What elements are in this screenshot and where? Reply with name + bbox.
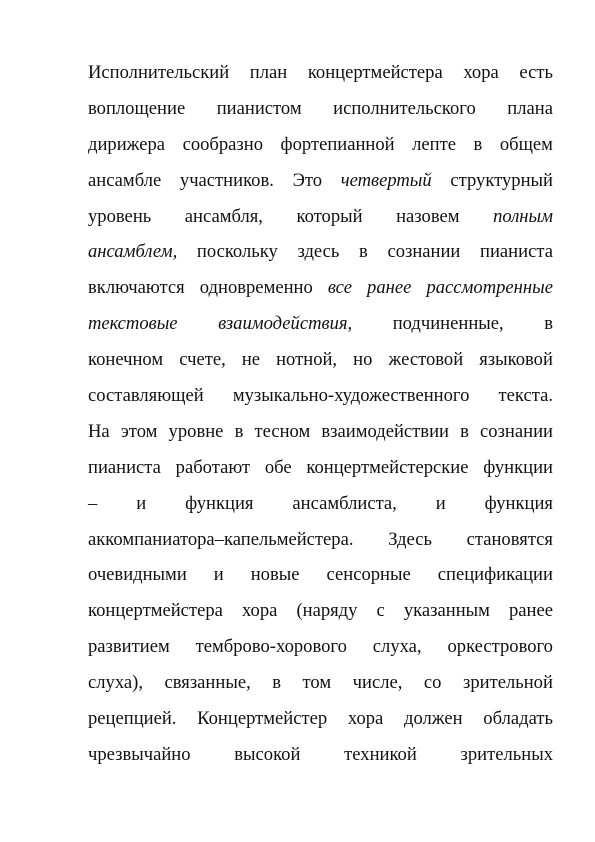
word: сообразно xyxy=(182,133,264,155)
text-line-17 xyxy=(88,629,553,665)
text-line-4 xyxy=(88,163,553,199)
word: очевидными xyxy=(88,564,187,586)
word: тесном xyxy=(254,420,311,442)
word: нотной, xyxy=(276,349,338,371)
word: взаимодействии xyxy=(321,420,449,442)
word: должен xyxy=(403,708,463,730)
word: работают xyxy=(175,456,251,478)
word: На xyxy=(88,420,110,442)
word: пианистом xyxy=(216,97,302,119)
italic-word: полным xyxy=(493,205,553,227)
italic-word: ранее xyxy=(367,277,412,299)
italic-word: взаимодействия, xyxy=(218,313,353,335)
word: составляющей xyxy=(88,385,204,407)
word: пианиста xyxy=(480,241,553,263)
word: указанным xyxy=(403,600,490,622)
italic-word: рассмотренные xyxy=(426,277,553,299)
text-line-6 xyxy=(88,234,553,270)
word: Концертмейстер xyxy=(197,708,328,730)
word: в xyxy=(234,420,244,442)
text-line-1 xyxy=(88,55,553,91)
word: числе, xyxy=(352,672,403,694)
word: концертмейстера xyxy=(307,62,443,83)
word: функции xyxy=(483,456,553,478)
text-line-19 xyxy=(88,701,553,737)
word: слуха), xyxy=(88,672,143,694)
word: высокой xyxy=(234,743,301,765)
word: ансамблиста, xyxy=(292,492,397,514)
word: подчиненные, xyxy=(392,313,504,335)
word: и xyxy=(136,492,147,514)
word: участников. xyxy=(179,169,274,191)
word: но xyxy=(353,349,373,371)
word: обладать xyxy=(483,708,553,730)
text-line-2 xyxy=(88,91,553,127)
word: музыкально-художественного xyxy=(232,385,470,407)
word: языковой xyxy=(479,349,553,371)
word: развитием xyxy=(88,636,170,658)
word: ранее xyxy=(508,600,553,622)
word: в xyxy=(272,672,282,694)
word: обе xyxy=(264,456,292,478)
word: фортепианной xyxy=(280,133,395,155)
italic-word: ансамблем, xyxy=(88,241,178,263)
text-line-3 xyxy=(88,127,553,163)
word: с xyxy=(376,600,385,622)
word: оркестрового xyxy=(447,636,553,658)
text-line-5 xyxy=(88,199,553,235)
word: со xyxy=(423,672,442,694)
word: в xyxy=(544,313,553,335)
word: Здесь xyxy=(388,528,432,550)
word: уровне xyxy=(168,420,224,442)
word: рецепцией. xyxy=(88,708,177,730)
word: спецификации xyxy=(437,564,553,586)
word: хора xyxy=(241,600,278,622)
word: том xyxy=(302,672,332,694)
italic-word: текстовые xyxy=(88,313,178,335)
word: ансамбля, xyxy=(184,205,263,227)
word: функция xyxy=(185,492,254,514)
word: план xyxy=(249,62,288,83)
word: поскольку xyxy=(196,241,278,263)
word: лепте xyxy=(412,133,457,155)
text-line-14 xyxy=(88,522,553,558)
word: плана xyxy=(507,97,553,119)
word: воплощение xyxy=(88,97,186,119)
text-line-7 xyxy=(88,270,553,306)
word: функция xyxy=(484,492,553,514)
text-line-18 xyxy=(88,665,553,701)
word: аккомпаниатора–капельмейстера. xyxy=(88,528,354,550)
word: концертмейстера xyxy=(88,600,223,622)
word: пианиста xyxy=(88,456,161,478)
text-line-10 xyxy=(88,378,553,414)
word: концертмейстерские xyxy=(306,456,469,478)
word: сознании xyxy=(387,241,461,263)
word: чрезвычайно xyxy=(88,743,191,765)
word: ансамбле xyxy=(88,169,162,191)
word: который xyxy=(296,205,363,227)
word: этом xyxy=(120,420,158,442)
word: структурный xyxy=(450,169,553,191)
word: есть xyxy=(519,62,553,83)
word: темброво-хорового xyxy=(195,636,347,658)
italic-word: четвертый xyxy=(340,169,432,191)
italic-word: все xyxy=(327,277,352,299)
word: назовем xyxy=(396,205,460,227)
text-line-12 xyxy=(88,450,553,486)
word: слуха, xyxy=(372,636,422,658)
word: текста. xyxy=(498,385,553,407)
word: – xyxy=(88,492,98,514)
text-line-8 xyxy=(88,306,553,342)
word: сознании xyxy=(480,420,553,442)
word: (наряду xyxy=(296,600,358,622)
word: и xyxy=(213,564,224,586)
word: включаются xyxy=(88,277,185,299)
word: хора xyxy=(347,708,384,730)
text-line-9 xyxy=(88,342,553,378)
word: исполнительского xyxy=(333,97,476,119)
text-line-15 xyxy=(88,557,553,593)
text-line-13 xyxy=(88,486,553,522)
body-paragraph xyxy=(88,55,553,773)
word: зрительной xyxy=(463,672,553,694)
word: сенсорные xyxy=(326,564,411,586)
word: здесь xyxy=(297,241,340,263)
text-line-16 xyxy=(88,593,553,629)
word: счете, xyxy=(179,349,226,371)
word: не xyxy=(241,349,261,371)
word: в xyxy=(460,420,469,442)
word: новые xyxy=(250,564,300,586)
word: Исполнительский xyxy=(88,62,230,83)
word: конечном xyxy=(88,349,164,371)
word: в xyxy=(473,133,483,155)
text-line-11 xyxy=(88,414,553,450)
word: зрительных xyxy=(460,743,553,765)
word: дирижера xyxy=(88,133,166,155)
word: Это xyxy=(292,169,323,191)
word: становятся xyxy=(466,528,553,550)
word: и xyxy=(435,492,446,514)
word: одновременно xyxy=(199,277,313,299)
word: хора xyxy=(463,62,499,83)
text-line-20 xyxy=(88,737,553,773)
word: техникой xyxy=(344,743,417,765)
word: связанные, xyxy=(164,672,251,694)
word: в xyxy=(359,241,368,263)
word: уровень xyxy=(88,205,152,227)
word: общем xyxy=(499,133,553,155)
word: жестовой xyxy=(388,349,464,371)
